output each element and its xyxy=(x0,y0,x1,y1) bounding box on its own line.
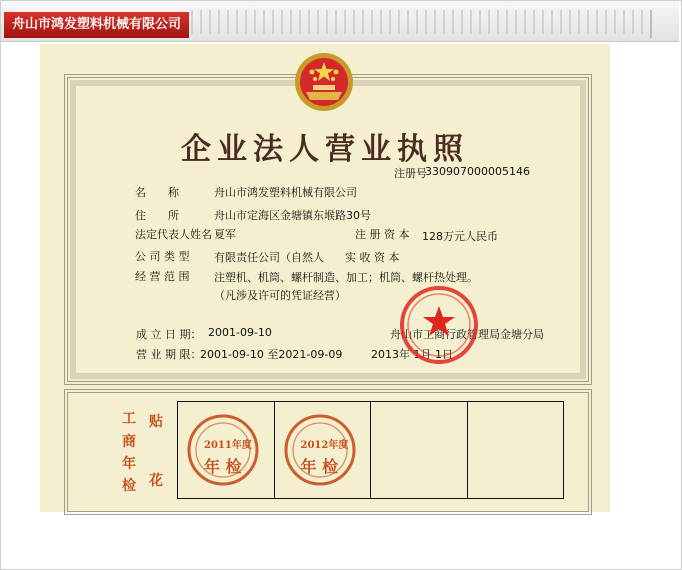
business-term: 2001-09-10 至2021-09-09 xyxy=(200,348,343,361)
company-type: 有限责任公司（自然人 xyxy=(214,251,324,264)
inspection-cell-empty-2 xyxy=(467,402,564,498)
inspection-cell-empty-1 xyxy=(370,402,467,498)
paid-capital-label: 实 收 资 本 xyxy=(345,251,400,264)
company-name: 舟山市鸿发塑料机械有限公司 xyxy=(214,186,357,199)
business-scope-line-1: 注塑机、机筒、螺杆制造、加工；机筒、螺杆热处理。 xyxy=(214,271,478,284)
name-label: 名 称 xyxy=(135,186,179,199)
legal-representative: 夏军 xyxy=(214,228,236,241)
established-date: 2001-09-10 xyxy=(208,326,272,339)
company-address: 舟山市定海区金塘镇东堠路30号 xyxy=(214,209,371,222)
inspection-cell-2012 xyxy=(274,402,371,498)
official-seal-icon xyxy=(398,284,480,366)
registration-number: 330907000005146 xyxy=(425,165,530,178)
business-scope-line-2: （凡涉及许可的凭证经营） xyxy=(214,289,346,302)
license-title: 企业法人营业执照 xyxy=(181,132,469,167)
issue-date: 2013年 1月 1日 xyxy=(371,348,453,361)
header-bar xyxy=(1,1,679,42)
registered-capital-label: 注 册 资 本 xyxy=(355,228,410,241)
inspection-label-tie: 贴 xyxy=(149,414,163,430)
header-decoration xyxy=(191,10,646,34)
stamp-year-2012: 2012年度 xyxy=(300,440,349,451)
registered-capital: 128万元人民币 xyxy=(422,230,498,243)
business-term-label: 营 业 期 限： xyxy=(136,348,202,361)
company-title-tab[interactable]: 舟山市鸿发塑料机械有限公司 xyxy=(4,12,189,38)
stamp-text-2012: 年 检 xyxy=(300,457,339,476)
issuing-authority: 舟山市工商行政管理局金塘分局 xyxy=(390,328,544,341)
annual-inspection-grid xyxy=(177,401,564,499)
registration-number-label: 注册号 xyxy=(394,167,427,180)
inspection-cell-2011 xyxy=(178,402,274,498)
inspection-label-gong: 工 xyxy=(122,411,136,427)
header-end xyxy=(650,10,652,38)
national-emblem-icon xyxy=(288,50,360,114)
inspection-label-nian: 年 xyxy=(122,456,136,472)
inspection-label-jian: 检 xyxy=(122,478,136,494)
established-date-label: 成 立 日 期： xyxy=(136,328,202,341)
stamp-year-2011: 2011年度 xyxy=(204,440,252,451)
inspection-label-shang: 商 xyxy=(122,434,136,450)
address-label: 住 所 xyxy=(135,209,179,222)
business-license xyxy=(40,44,610,512)
inspection-label-hua: 花 xyxy=(149,473,163,489)
legal-representative-label: 法定代表人姓名 xyxy=(135,228,212,241)
company-type-label: 公 司 类 型 xyxy=(135,250,190,263)
stamp-text-2011: 年 检 xyxy=(204,457,242,476)
business-scope-label: 经 营 范 围 xyxy=(135,270,190,283)
